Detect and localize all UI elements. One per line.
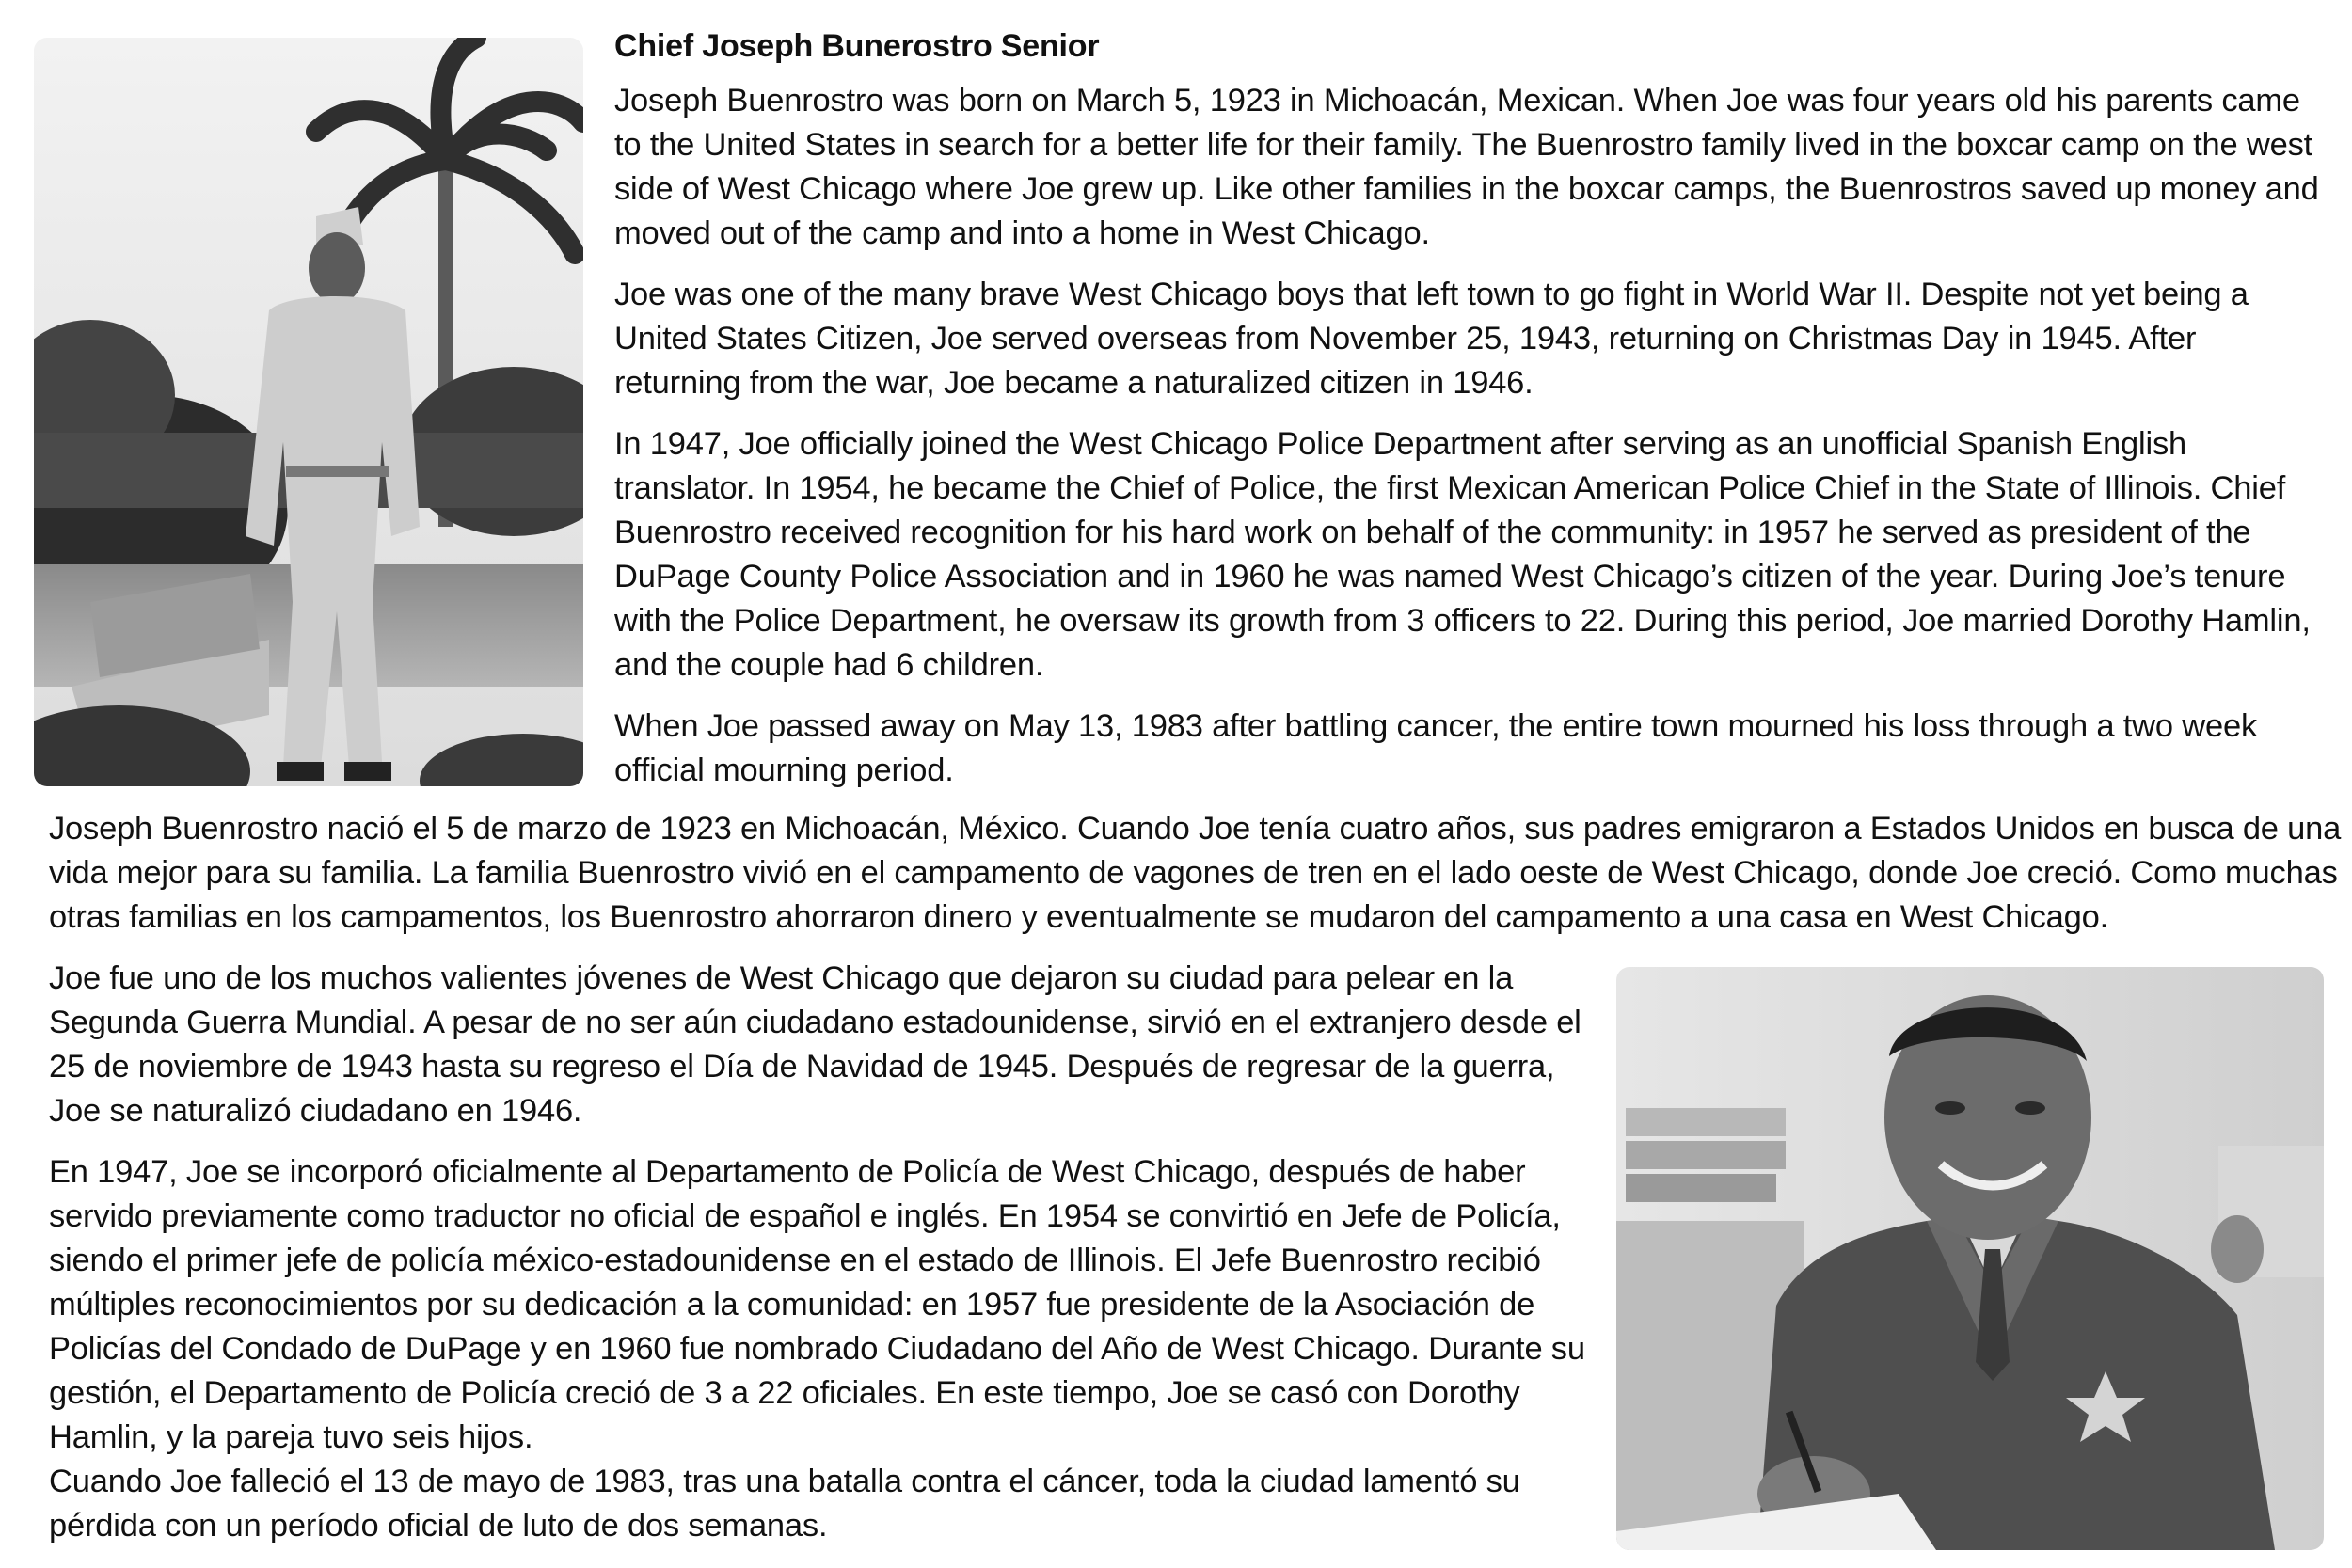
english-paragraph-police-career: In 1947, Joe officially joined the West Chicago Police Department after serving as an unofficial Spanish English translator. In 1954, he became the Chief of Police, the first Mexican American Police Chief in the State of Illinois. Chief Buenrostro received recognition for his hard work on behalf of the community: in 1957 he served as president of the DuPage County Police Association and in 1960 he was named West Chicago’s citizen of the year. During Joe’s tenure with the Police Department, he oversaw its growth from 3 officers to 22. During this period, Joe married Dorothy Hamlin, and the couple had 6 children. <box>614 426 2311 683</box>
soldier-photo <box>34 38 583 786</box>
soldier-photo-image <box>34 38 583 786</box>
english-paragraph-passing: When Joe passed away on May 13, 1983 after battling cancer, the entire town mourned his loss through a two week official mourning period. <box>614 708 2257 788</box>
english-paragraph-early-life: Joseph Buenrostro was born on March 5, 1923 in Michoacán, Mexican. When Joe was four years old his parents came to the United States in search for a better life for their family. The Buenrostro family lived in the boxcar camp on the west side of West Chicago where Joe grew up. Like other families in the boxcar camps, the Buenrostros saved up money and moved out of the camp and into a home in West Chicago. <box>614 83 2319 251</box>
spanish-paragraph-passing: Cuando Joe falleció el 13 de mayo de 1983, tras una batalla contra el cáncer, toda la ciudad lamentó su pérdida con un período oficial de luto de dos semanas. <box>49 1464 1520 1544</box>
police-chief-photo <box>1616 967 2324 1550</box>
page-title: Chief Joseph Bunerostro Senior <box>614 28 1100 64</box>
police-chief-photo-image <box>1616 967 2324 1550</box>
spanish-biography-intro <box>49 807 2344 940</box>
spanish-paragraph-early-life: Joseph Buenrostro nació el 5 de marzo de 1923 en Michoacán, México. Cuando Joe tenía cuatro años, sus padres emigraron a Estados Unidos en busca de una vida mejor para su familia. La familia Buenrostro vivió en el campamento de vagones de tren en el lado oeste de West Chicago, donde Joe creció. Como muchas otras familias en los campamentos, los Buenrostro ahorraron dinero y eventualmente se mudaron del campamento a una casa en West Chicago. <box>49 811 2342 935</box>
english-biography <box>614 24 2319 810</box>
spanish-paragraph-war-service: Joe fue uno de los muchos valientes jóvenes de West Chicago que dejaron su ciudad para pelear en la Segunda Guerra Mundial. A pesar de no ser aún ciudadano estadounidense, sirvió en el extranjero desde el 25 de noviembre de 1943 hasta su regreso el Día de Navidad de 1945. Después de regresar de la guerra, Joe se naturalizó ciudadano en 1946. <box>49 960 1581 1129</box>
english-paragraph-war-service: Joe was one of the many brave West Chicago boys that left town to go fight in World War II. Despite not yet being a United States Citizen, Joe served overseas from November 25, 1943, returning on Christmas Day in 1945. After returning from the war, Joe became a naturalized citizen in 1946. <box>614 277 2249 401</box>
spanish-paragraph-police-career: En 1947, Joe se incorporó oficialmente al Departamento de Policía de West Chicago, después de haber servido previamente como traductor no oficial de español e inglés. En 1954 se convirtió en Jefe de Policía, siendo el primer jefe de policía méxico-estadounidense en el estado de Illinois. El Jefe Buenrostro recibió múltiples reconocimientos por su dedicación a la comunidad: en 1957 fue presidente de la Asociación de Policías del Condado de DuPage y en 1960 fue nombrado Ciudadano del Año de West Chicago. Durante su gestión, el Departamento de Policía creció de 3 a 22 oficiales. En este tiempo, Joe se casó con Dorothy Hamlin, y la pareja tuvo seis hijos. <box>49 1154 1585 1455</box>
spanish-biography-main <box>49 957 1601 1548</box>
